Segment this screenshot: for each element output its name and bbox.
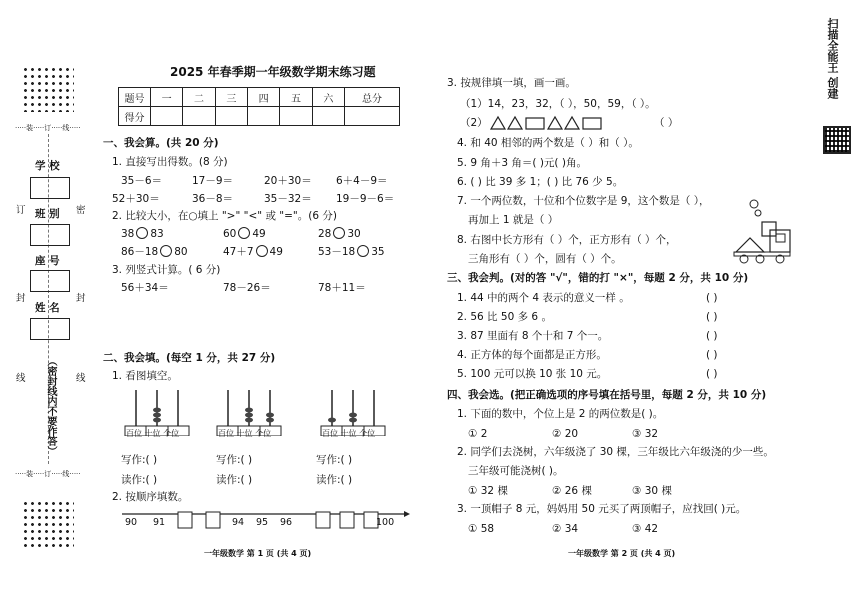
r-q3b-blank[interactable]: （ ） xyxy=(654,117,679,129)
ding-mark: 订 xyxy=(16,205,26,216)
score-cell[interactable] xyxy=(280,107,312,126)
judge-item: 2. 56 比 50 多 6 。 xyxy=(457,311,552,323)
choice-option[interactable]: ② 34 xyxy=(552,523,579,535)
number-line-value: 90 xyxy=(125,517,138,528)
choice-option[interactable]: ② 26 棵 xyxy=(552,485,592,497)
vertical-calc: 78＋11＝ xyxy=(318,282,366,294)
r-q3b: （2） xyxy=(460,117,488,129)
score-table xyxy=(118,87,400,126)
choice-option[interactable]: ① 58 xyxy=(468,523,495,535)
section4-heading: 四、我会选。(把正确选项的序号填在括号里，每题 2 分，共 10 分) xyxy=(447,389,767,401)
judge-blank[interactable]: ( ) xyxy=(706,311,718,323)
judge-blank[interactable]: ( ) xyxy=(706,349,718,361)
abacus-label-row: 百位 十位 个位 xyxy=(126,429,180,438)
calc-item: 6＋4－9＝ xyxy=(336,175,388,187)
compare-item: 86－18 80 xyxy=(121,246,188,258)
s1-q1: 1. 直接写出得数。(8 分) xyxy=(112,156,228,168)
r-q7b: 再加上 1 就是（ ） xyxy=(468,214,559,226)
write-blank[interactable]: 写作:( ) xyxy=(316,454,353,466)
judge-item: 5. 100 元可以换 10 张 10 元。 xyxy=(457,368,608,380)
judge-item: 1. 44 中的两个 4 表示的意义一样 。 xyxy=(457,292,630,304)
s2-q1: 1. 看图填空。 xyxy=(112,370,178,382)
choice-option[interactable]: ③ 30 棵 xyxy=(632,485,672,497)
seat-label: 座 号 xyxy=(35,255,60,267)
seal-notice: （密封线内不要作答） xyxy=(45,356,56,456)
s1-q3: 3. 列竖式计算。( 6 分) xyxy=(112,264,221,276)
choice-option[interactable]: ① 2 xyxy=(468,428,488,440)
calc-item: 20＋30＝ xyxy=(264,175,312,187)
r-q4: 4. 和 40 相邻的两个数是（ ）和（ ）。 xyxy=(457,137,639,149)
number-line-value: 91 xyxy=(153,517,166,528)
vertical-calc: 78－26＝ xyxy=(223,282,271,294)
choice-q1: 1. 下面的数中，个位上是 2 的两位数是( )。 xyxy=(457,408,664,420)
vertical-calc: 56＋34＝ xyxy=(121,282,169,294)
choice-q2a: 2. 同学们去浇树，六年级浇了 30 棵，三年级比六年级浇的少一些。 xyxy=(457,446,774,458)
read-blank[interactable]: 读作:( ) xyxy=(316,474,353,486)
qr-code-icon xyxy=(823,126,851,154)
side-dots-bottom xyxy=(22,500,74,550)
mi-mark: 密 xyxy=(76,205,86,216)
xian-mark-right: 线 xyxy=(76,373,86,384)
choice-option[interactable]: ② 20 xyxy=(552,428,579,440)
compare-circle[interactable] xyxy=(160,245,172,257)
r-q3a: （1）14，23，32，（ ），50，59，（ ）。 xyxy=(460,98,656,110)
scanner-watermark: 扫描全能王 创建 xyxy=(826,18,839,99)
compare-item: 60 49 xyxy=(223,228,266,240)
pattern-shapes xyxy=(490,115,630,131)
score-cell[interactable] xyxy=(247,107,279,126)
abacus-label-row: 百位 十位 个位 xyxy=(218,429,272,438)
calc-item: 35－32＝ xyxy=(264,193,312,205)
score-cell[interactable] xyxy=(312,107,344,126)
side-dots-top xyxy=(22,66,74,112)
compare-item: 38 83 xyxy=(121,228,164,240)
binding-line-top: ·····装·····订·····线····· xyxy=(15,124,81,132)
r-q5: 5. 9 角＋3 角＝( )元( )角。 xyxy=(457,157,587,169)
number-line-value: 96 xyxy=(280,517,293,528)
seat-field[interactable] xyxy=(30,270,70,292)
name-label: 姓 名 xyxy=(35,302,60,314)
feng-mark: 封 xyxy=(16,293,26,304)
compare-item: 47＋7 49 xyxy=(223,246,283,258)
school-field[interactable] xyxy=(30,177,70,199)
score-cell[interactable] xyxy=(183,107,215,126)
section2-heading: 二、我会填。(每空 1 分，共 27 分) xyxy=(103,352,276,364)
compare-circle[interactable] xyxy=(357,245,369,257)
xian-mark: 线 xyxy=(16,373,26,384)
compare-circle[interactable] xyxy=(333,227,345,239)
choice-q3: 3. 一顶帽子 8 元，妈妈用 50 元买了两顶帽子，应找回( )元。 xyxy=(457,503,747,515)
judge-blank[interactable]: ( ) xyxy=(706,330,718,342)
r-q8b: 三角形有（ ）个，圆有（ ）个。 xyxy=(468,253,622,265)
section1-heading: 一、我会算。(共 20 分) xyxy=(103,137,219,149)
number-line-value: 95 xyxy=(256,517,269,528)
r-q3: 3. 按规律填一填，画一画。 xyxy=(447,77,576,89)
number-line-value: 94 xyxy=(232,517,245,528)
score-header: 一 xyxy=(151,88,183,107)
compare-circle[interactable] xyxy=(256,245,268,257)
section3-heading: 三、我会判。(对的答 "√"，错的打 "×"，每题 2 分，共 10 分) xyxy=(447,272,749,284)
abacus-label-row: 百位 十位 个位 xyxy=(322,429,376,438)
judge-item: 3. 87 里面有 8 个十和 7 个一。 xyxy=(457,330,609,342)
read-blank[interactable]: 读作:( ) xyxy=(216,474,253,486)
train-figure xyxy=(732,198,794,264)
calc-item: 17－9＝ xyxy=(192,175,234,187)
s2-q2: 2. 按顺序填数。 xyxy=(112,491,189,503)
write-blank[interactable]: 写作:( ) xyxy=(121,454,158,466)
binding-line-bottom: ·····装·····订·····线····· xyxy=(15,470,81,478)
page-title: 2025 年春季期一年级数学期末练习题 xyxy=(170,65,376,79)
class-field[interactable] xyxy=(30,224,70,246)
score-cell[interactable] xyxy=(215,107,247,126)
score-header: 五 xyxy=(280,88,312,107)
footer-page2: 一年级数学 第 2 页 (共 4 页) xyxy=(568,549,676,558)
choice-option[interactable]: ③ 32 xyxy=(632,428,659,440)
name-field[interactable] xyxy=(30,318,70,340)
score-header: 题号 xyxy=(119,88,151,107)
score-header: 二 xyxy=(183,88,215,107)
read-blank[interactable]: 读作:( ) xyxy=(121,474,158,486)
compare-circle[interactable] xyxy=(238,227,250,239)
write-blank[interactable]: 写作:( ) xyxy=(216,454,253,466)
score-header: 总分 xyxy=(345,88,400,107)
number-line-value: 100 xyxy=(376,517,395,528)
judge-blank[interactable]: ( ) xyxy=(706,292,718,304)
compare-item: 28 30 xyxy=(318,228,361,240)
judge-blank[interactable]: ( ) xyxy=(706,368,718,380)
score-cell[interactable] xyxy=(151,107,183,126)
score-cell[interactable] xyxy=(345,107,400,126)
score-header: 六 xyxy=(312,88,344,107)
feng-mark-right: 封 xyxy=(76,293,86,304)
judge-item: 4. 正方体的每个面都是正方形。 xyxy=(457,349,607,361)
calc-item: 36－8＝ xyxy=(192,193,234,205)
score-row-label: 得分 xyxy=(119,107,151,126)
s1-q2: 2. 比较大小，在○填上 ">" "<" 或 "="。(6 分) xyxy=(112,210,337,222)
score-header: 三 xyxy=(215,88,247,107)
choice-q2b: 三年级可能浇树( )。 xyxy=(468,465,564,477)
score-header: 四 xyxy=(247,88,279,107)
class-label: 班 别 xyxy=(35,208,60,220)
r-q6: 6. ( ) 比 39 多 1；( ) 比 76 少 5。 xyxy=(457,176,624,188)
footer-page1: 一年级数学 第 1 页 (共 4 页) xyxy=(204,549,312,558)
r-q7a: 7. 一个两位数，十位和个位数字是 9，这个数是（ ）， xyxy=(457,195,710,207)
compare-circle[interactable] xyxy=(136,227,148,239)
compare-item: 53－18 35 xyxy=(318,246,385,258)
calc-item: 19－9－6＝ xyxy=(336,193,395,205)
choice-option[interactable]: ① 32 棵 xyxy=(468,485,508,497)
choice-option[interactable]: ③ 42 xyxy=(632,523,659,535)
r-q8a: 8. 右图中长方形有（ ）个，正方形有（ ）个， xyxy=(457,234,677,246)
calc-item: 35－6＝ xyxy=(121,175,163,187)
calc-item: 52＋30＝ xyxy=(112,193,160,205)
school-label: 学 校 xyxy=(35,160,60,172)
